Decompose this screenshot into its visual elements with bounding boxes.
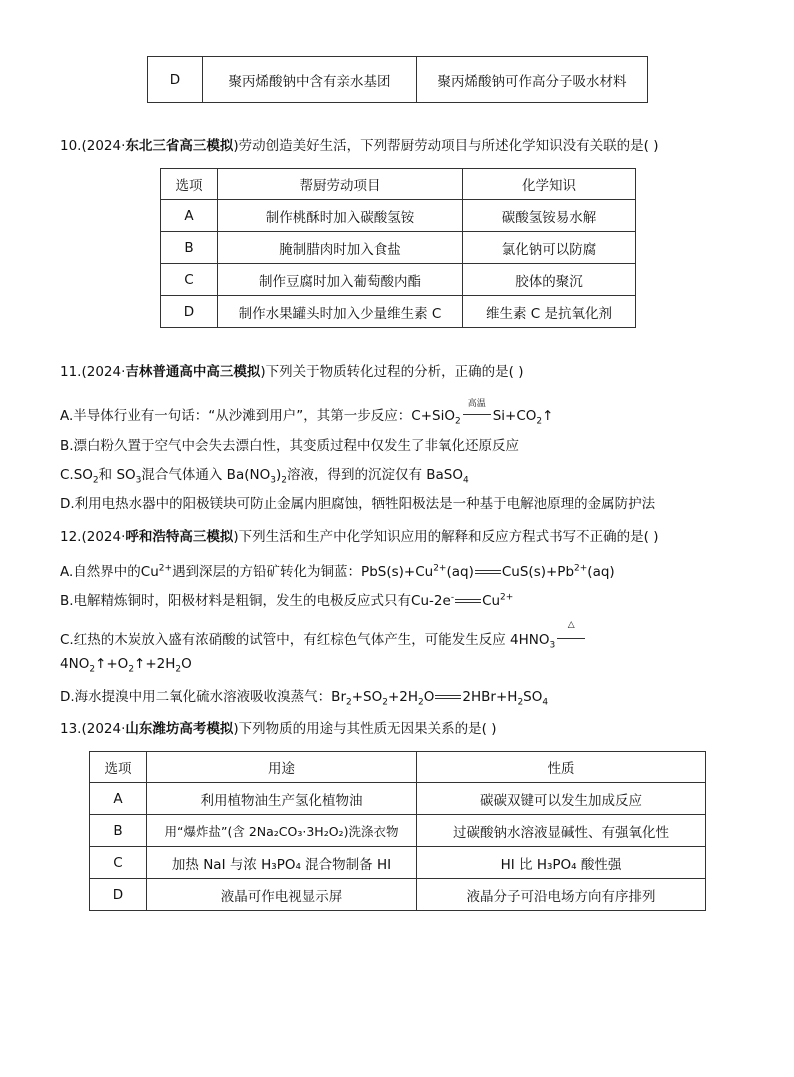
reaction-arrow <box>557 620 585 648</box>
table-cell: 胶体的聚沉 <box>463 264 636 296</box>
table-cell: C <box>161 264 218 296</box>
equal-sign <box>435 695 461 699</box>
option-text: 和 SO <box>98 467 136 483</box>
table-cell: D <box>90 879 147 911</box>
table-cell: 聚丙烯酸钠可作高分子吸水材料 <box>417 57 648 103</box>
table-cell: D <box>148 57 203 103</box>
option-text: A.自然界中的Cu <box>60 564 159 580</box>
option-text: B.电解精炼铜时，阳极材料是粗铜，发生的电极反应式只有Cu-2e <box>60 593 451 609</box>
option-text: O <box>423 689 435 705</box>
option-text: D.海水提溴中用二氧化硫水溶液吸收溴蒸气：Br <box>60 689 346 705</box>
table-header-row <box>161 169 636 200</box>
table-cell: 氯化钠可以防腐 <box>463 232 636 264</box>
table-cell: 液晶分子可沿电场方向有序排列 <box>417 879 706 911</box>
table-row <box>90 879 706 911</box>
option-text: CuS(s)+Pb <box>501 564 575 580</box>
question-number: 12.(2024· <box>60 529 126 545</box>
table-row <box>161 232 636 264</box>
table-row <box>148 57 648 103</box>
question-number: 13.(2024· <box>60 721 126 737</box>
table-cell: HI 比 H₃PO₄ 酸性强 <box>417 847 706 879</box>
option-text: A.半导体行业有一句话：“从沙滩到用户”，其第一步反应：C+SiO <box>60 408 455 424</box>
table-row <box>90 783 706 815</box>
table-cell: 腌制腊肉时加入食盐 <box>218 232 463 264</box>
table-cell: 制作桃酥时加入碳酸氢铵 <box>218 200 463 232</box>
option-text: C.SO <box>60 467 93 483</box>
option-text: Si+CO <box>492 408 537 424</box>
table-header: 性质 <box>417 752 706 783</box>
table-cell: 制作豆腐时加入葡萄酸内酯 <box>218 264 463 296</box>
question-number: 10.(2024· <box>60 138 126 154</box>
equal-sign <box>475 570 501 574</box>
option-text: O <box>181 656 192 672</box>
table-cell: 利用植物油生产氢化植物油 <box>147 783 417 815</box>
top-table <box>147 56 648 103</box>
option-text: Cu <box>482 593 501 609</box>
table-header-row <box>90 752 706 783</box>
option-a: A.自然界中的$Cu^{2+}$遇到深层的方铅矿转化为铜蓝：$PbS(s)+Cu^{2+}(aq)$ $CuS(s)+Pb^{2+}(aq)$ <box>60 563 615 580</box>
table-cell: 维生素 C 是抗氧化剂 <box>463 296 636 328</box>
question-12-stem <box>60 525 658 545</box>
table-header: 帮厨劳动项目 <box>218 169 463 200</box>
table-cell: 碳碳双键可以发生加成反应 <box>417 783 706 815</box>
question-source: 吉林普通高中高三模拟 <box>125 364 261 380</box>
question-source: 呼和浩特高三模拟 <box>125 529 234 545</box>
table-cell: A <box>161 200 218 232</box>
question-text: )下列物质的用途与其性质无因果关系的是( ) <box>233 721 497 737</box>
option-text: (aq) <box>587 564 615 580</box>
option-c: $C.SO_2$和 $SO_3$混合气体通入 $Ba(NO_3)_2$溶液，得到的沉淀仅有 BaSO$_4$ <box>60 467 469 486</box>
table-cell: 碳酸氢铵易水解 <box>463 200 636 232</box>
table-cell: 液晶可作电视显示屏 <box>147 879 417 911</box>
table-cell: 用“爆炸盐”(含 2Na₂CO₃·3H₂O₂)洗涤衣物 <box>147 815 417 847</box>
table-cell: B <box>90 815 147 847</box>
question-13-stem <box>60 717 496 737</box>
option-text: ↑+O <box>95 656 129 672</box>
table-cell: 聚丙烯酸钠中含有亲水基团 <box>203 57 417 103</box>
reaction-arrow <box>463 399 491 424</box>
table-cell: B <box>161 232 218 264</box>
table-cell: 过碳酸钠水溶液显碱性、有强氧化性 <box>417 815 706 847</box>
option-text: 溶液，得到的沉淀仅有 BaSO <box>286 467 463 483</box>
reaction-condition: △ <box>567 620 575 630</box>
option-text: 遇到深层的方铅矿转化为铜蓝：PbS(s)+Cu <box>172 564 434 580</box>
question-text: )下列生活和生产中化学知识应用的解释和反应方程式书写不正确的是( ) <box>233 529 659 545</box>
table-header: 化学知识 <box>463 169 636 200</box>
table-header: 用途 <box>147 752 417 783</box>
table-cell: A <box>90 783 147 815</box>
reaction-condition: 高温 <box>467 399 486 409</box>
table-row <box>161 200 636 232</box>
table-row <box>161 264 636 296</box>
option-a: A.半导体行业有一句话：“从沙滩到用户”，其第一步反应：C+SiO$_2$ 高温 $Si+CO_2↑$ <box>60 404 553 427</box>
table-row <box>90 815 706 847</box>
question-10-stem <box>60 134 658 154</box>
table-cell: 制作水果罐头时加入少量维生素 C <box>218 296 463 328</box>
question-11-stem <box>60 360 523 380</box>
option-b: B.电解精炼铜时，阳极材料是粗铜，发生的电极反应式只有Cu-2e- $Cu^{2+}$ <box>60 592 514 609</box>
option-d: D.利用电热水器中的阳极镁块可防止金属内胆腐蚀，牺牲阳极法是一种基于电解池原理的金属防护法 <box>60 496 656 512</box>
option-c: C.红热的木炭放入盛有浓硝酸的试管中，有红棕色气体产生，可能发生反应 $4HNO_3$ △ <box>60 628 587 651</box>
table-cell: C <box>90 847 147 879</box>
q10-table <box>160 168 636 328</box>
table-header: 选项 <box>161 169 218 200</box>
question-number: 11.(2024· <box>60 364 126 380</box>
option-text: 4NO <box>60 656 90 672</box>
table-row <box>90 847 706 879</box>
option-text: (aq) <box>446 564 474 580</box>
table-cell: 加热 NaI 与浓 H₃PO₄ 混合物制备 HI <box>147 847 417 879</box>
option-c-line2: $4NO_2↑+O_2↑+2H_2O$ <box>60 656 192 675</box>
question-text: )下列关于物质转化过程的分析，正确的是( ) <box>260 364 524 380</box>
option-d: D.海水提溴中用二氧化硫水溶液吸收溴蒸气：$Br_2+SO_2+2H_2O$ $2HBr+H_2SO_4$ <box>60 689 549 708</box>
question-source: 山东潍坊高考模拟 <box>125 721 234 737</box>
table-row <box>161 296 636 328</box>
equal-sign <box>455 599 481 603</box>
question-text: )劳动创造美好生活，下列帮厨劳动项目与所述化学知识没有关联的是( ) <box>233 138 659 154</box>
question-source: 东北三省高三模拟 <box>125 138 234 154</box>
option-text: ↑+2H <box>134 656 176 672</box>
table-cell: D <box>161 296 218 328</box>
q13-table <box>89 751 706 911</box>
option-text: SO <box>523 689 543 705</box>
option-text: 混合气体通入 Ba(NO <box>141 467 271 483</box>
option-b: B.漂白粉久置于空气中会失去漂白性，其变质过程中仅发生了非氧化还原反应 <box>60 438 520 454</box>
option-text: 2HBr+H <box>462 689 518 705</box>
option-text: +2H <box>387 689 419 705</box>
table-header: 选项 <box>90 752 147 783</box>
option-text: +SO <box>351 689 383 705</box>
option-text: C.红热的木炭放入盛有浓硝酸的试管中，有红棕色气体产生，可能发生反应 4HNO <box>60 632 550 648</box>
